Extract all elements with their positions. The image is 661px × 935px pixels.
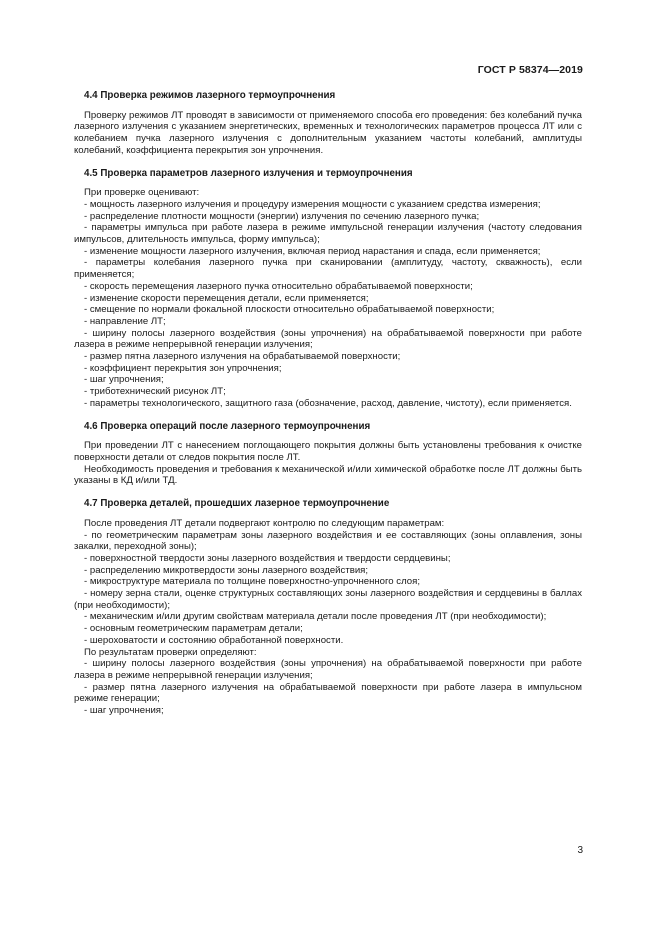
list-item: - коэффициент перекрытия зон упрочнения; — [84, 362, 282, 374]
list-item: - параметры импульса при работе лазера в режиме импульсной генерации излучения (частоту следования импульсов, длительность импульса, форму импульса); — [74, 222, 582, 246]
paragraph: При проведении ЛТ с нанесением поглощающего покрытия должны быть установлены требования к очистке поверхности детали от следов покрытия после ЛТ. — [74, 440, 582, 463]
list-item: - механическим и/или другим свойствам материала детали после проведения ЛТ (при необходимости); — [84, 611, 547, 623]
list-item: - триботехнический рисунок ЛТ; — [84, 386, 226, 398]
section-heading: 4.4 Проверка режимов лазерного термоупрочнения — [84, 90, 336, 101]
list-item: - поверхностной твердости зоны лазерного воздействия и твердости сердцевины; — [84, 552, 451, 564]
list-item: - изменение скорости перемещения детали, если применяется; — [84, 292, 369, 304]
section-4-7 — [74, 498, 582, 717]
section-4-4 — [74, 90, 582, 157]
list-item: - шаг упрочнения; — [84, 705, 164, 717]
list-item: - шероховатости и состоянию обработанной поверхности. — [84, 634, 344, 646]
list-item: - ширину полосы лазерного воздействия (зоны упрочнения) на обрабатываемой поверхности при работе лазера в режиме непрерывной генерации излучения; — [74, 327, 582, 351]
paragraph: После проведения ЛТ детали подвергают контролю по следующим параметрам: — [84, 517, 445, 529]
document-code: ГОСТ Р 58374—2019 — [477, 64, 583, 76]
paragraph: По результатам проверки определяют: — [84, 646, 257, 658]
list-item: - ширину полосы лазерного воздействия (зоны упрочнения) на обрабатываемой поверхности при работе лазера в режиме непрерывной генерации излучения; — [74, 658, 582, 681]
section-heading: 4.7 Проверка деталей, прошедших лазерное термоупрочнение — [84, 498, 390, 510]
list-item: - скорость перемещения лазерного пучка относительно обрабатываемой поверхности; — [84, 280, 473, 292]
list-item: - шаг упрочнения; — [84, 374, 164, 386]
paragraph: Необходимость проведения и требования к механической и/или химической обработке после ЛТ должны быть указаны в КД и/или ТД. — [74, 463, 582, 487]
list-item: - размер пятна лазерного излучения на обрабатываемой поверхности; — [84, 351, 401, 363]
document-body — [74, 90, 582, 717]
paragraph: Проверку режимов ЛТ проводят в зависимости от применяемого способа его проведения: без колебаний пучка лазерного излучения с указанием энергетических, временных и технологических параметров процесса ЛТ или с колебанием пучка лазерного излучения с дополнительным указанием частоты колебаний, амплитуды колебаний, коэффициента перекрытия зон упрочнения. — [74, 109, 582, 156]
list-item: - параметры технологического, защитного газа (обозначение, расход, давление, чистоту), если применяется. — [84, 397, 572, 409]
list-item: - изменение мощности лазерного излучения, включая период нарастания и спада, если применяется; — [84, 245, 541, 257]
list-item: - размер пятна лазерного излучения на обрабатываемой поверхности при работе лазера в импульсном режиме генерации; — [74, 681, 582, 705]
section-4-6 — [74, 421, 582, 488]
list-item: - параметры колебания лазерного пучка при сканировании (амплитуду, частоту, скважность), если применяется; — [74, 257, 582, 281]
section-heading: 4.5 Проверка параметров лазерного излучения и термоупрочнения — [84, 167, 413, 179]
section-heading: 4.6 Проверка операций после лазерного термоупрочнения — [84, 420, 371, 432]
list-item: - микроструктуре материала по толщине поверхностно-упрочненного слоя; — [84, 576, 420, 588]
list-item: - распределение плотности мощности (энергии) излучения по сечению лазерного пучка; — [84, 210, 480, 222]
list-item: - мощность лазерного излучения и процедуру измерения мощности с указанием средства измерения; — [84, 198, 541, 210]
section-4-5 — [74, 168, 582, 410]
list-item: - смещение по нормали фокальной плоскости относительно обрабатываемой поверхности; — [84, 304, 495, 316]
list-item: - направление ЛТ; — [84, 315, 166, 327]
paragraph: При проверке оценивают: — [84, 187, 200, 199]
list-item: - распределению микротвердости зоны лазерного воздействия; — [84, 564, 369, 576]
list-item: - основным геометрическим параметрам детали; — [84, 623, 303, 635]
list-item: - по геометрическим параметрам зоны лазерного воздействия и ее составляющих (зоны оплавления, зоны закалки, переходной зоны); — [74, 529, 582, 553]
page-number: 3 — [577, 845, 583, 856]
list-item: - номеру зерна стали, оценке структурных составляющих зоны лазерного воздействия и сердцевины в баллах (при необходимости); — [74, 588, 582, 611]
